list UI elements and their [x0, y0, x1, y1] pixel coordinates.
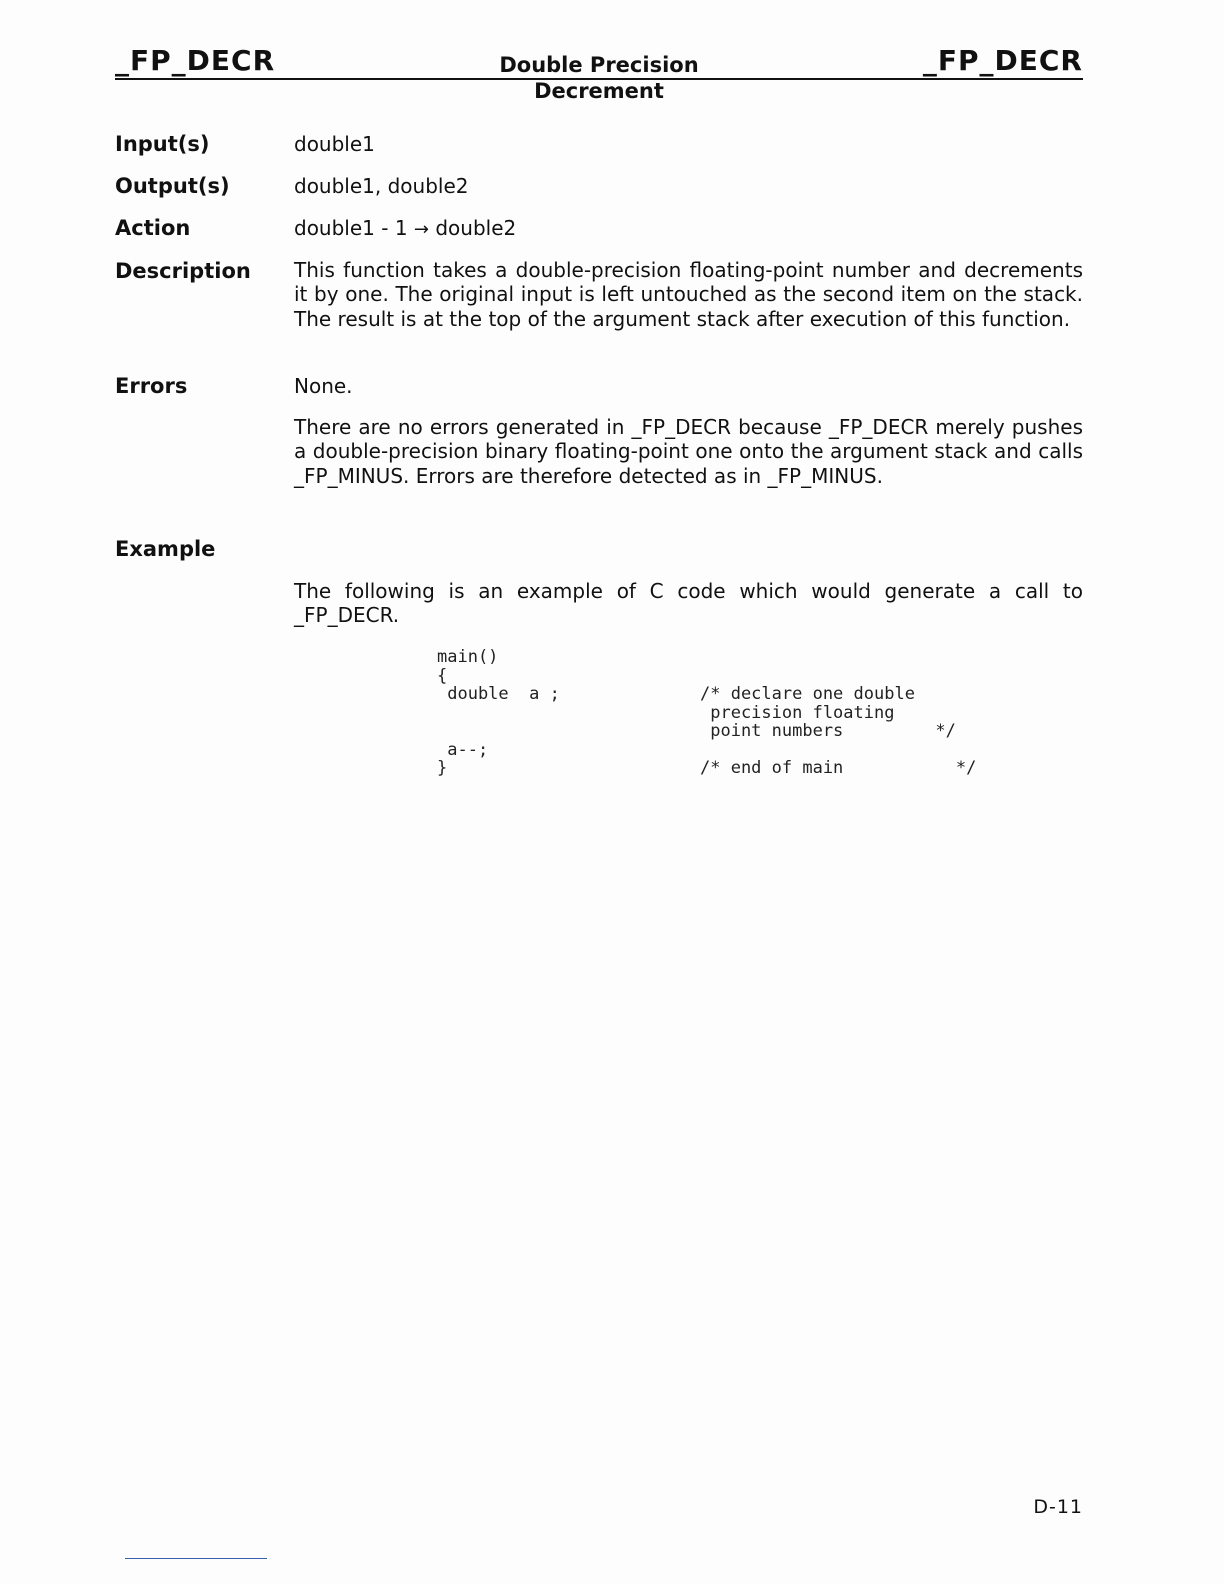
code-block: [437, 648, 560, 778]
description-label: Description: [115, 259, 251, 283]
header-right-title: _FP_DECR: [922, 44, 1083, 77]
header-left-title: _FP_DECR: [115, 44, 276, 77]
code-comment-line: /* end of main */: [700, 758, 977, 778]
code-line: [437, 704, 560, 723]
errors-label: Errors: [115, 374, 188, 398]
errors-value: None.: [294, 374, 353, 398]
code-line: a--;: [437, 739, 489, 760]
action-rhs: double2: [435, 216, 517, 240]
action-value: [294, 216, 516, 242]
code-comment-line: /* declare one double: [700, 684, 915, 704]
example-label: Example: [115, 537, 216, 561]
code-line: double a ;: [437, 684, 560, 704]
page-number: D-11: [1033, 1496, 1083, 1518]
header-center-title: Double Precision Decrement: [499, 53, 699, 103]
example-text: The following is an example of C code which would generate a call to _FP_DECR.: [294, 579, 1083, 628]
arrow-right-icon: →: [413, 219, 429, 240]
description-text: This function takes a double-precision floating-point number and decrements it by one. The original input is left untouched as the second item on the stack. The result is at the top of the argument stack after execution of this function.: [294, 258, 1083, 331]
divider: [125, 1558, 267, 1559]
errors-text: There are no errors generated in _FP_DECR because _FP_DECR merely pushes a double-precision binary floating-point one onto the argument stack and calls _FP_MINUS. Errors are therefore detected as in _FP_MINUS.: [294, 415, 1083, 488]
code-comment-line: [700, 741, 976, 760]
page-header: [115, 44, 1083, 103]
inputs-label: Input(s): [115, 132, 210, 156]
code-comments: [700, 685, 976, 778]
code-line: [437, 722, 560, 741]
action-lhs: double1 - 1: [294, 216, 408, 240]
code-line: main(): [437, 647, 499, 667]
action-label: Action: [115, 216, 191, 240]
outputs-label: Output(s): [115, 174, 230, 198]
code-comment-line: point numbers */: [700, 721, 956, 741]
outputs-value: double1, double2: [294, 174, 469, 198]
code-line: {: [437, 665, 448, 686]
code-line: }: [437, 758, 448, 778]
code-comment-line: precision floating: [700, 702, 895, 723]
inputs-value: double1: [294, 132, 375, 156]
